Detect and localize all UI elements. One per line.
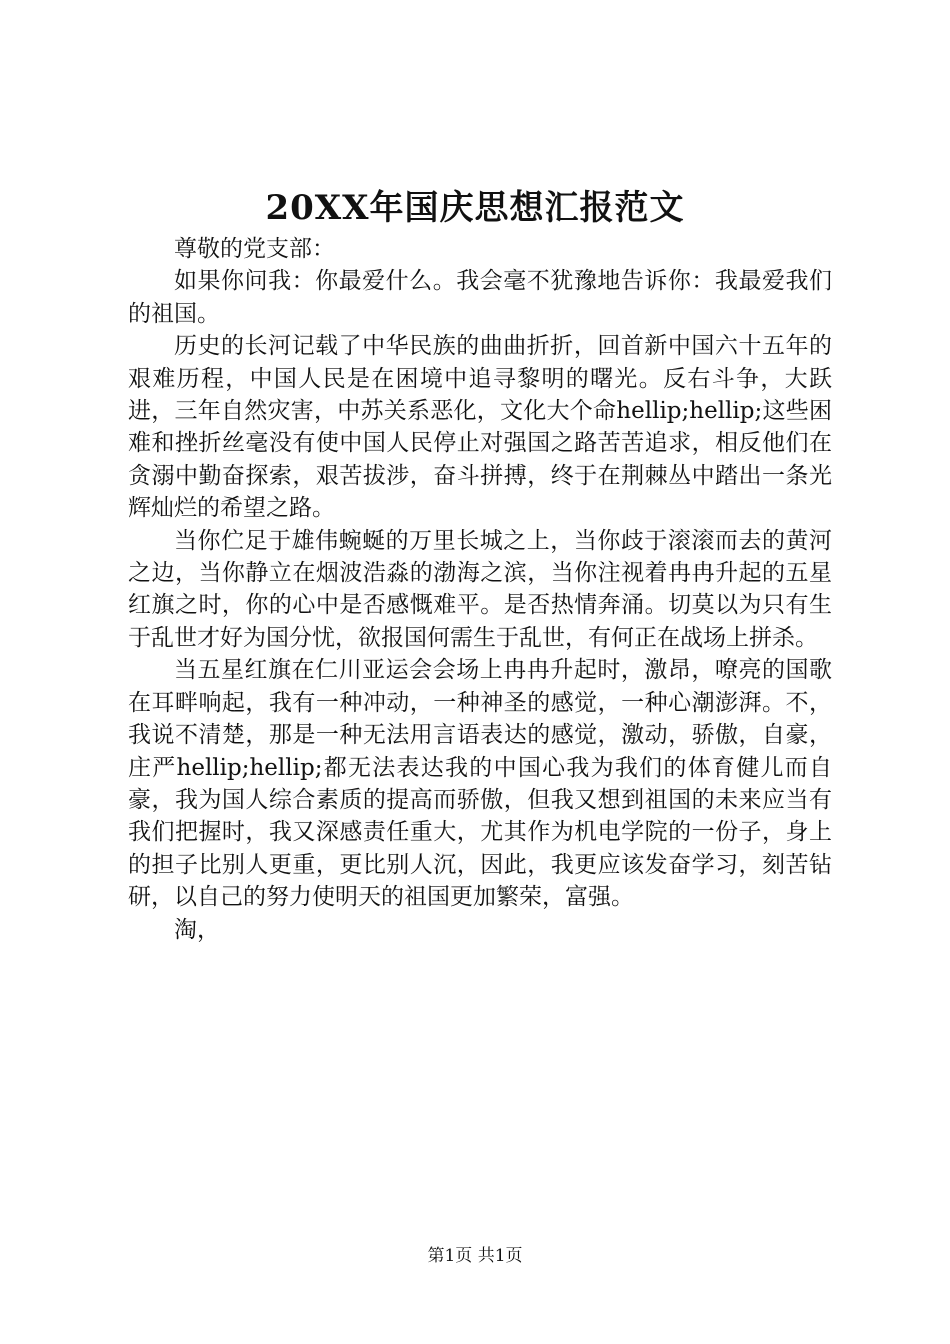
paragraph-4: 当五星红旗在仁川亚运会会场上冉冉升起时，激昂，嘹亮的国歌在耳畔响起，我有一种冲动，一种神圣的感觉，一种心潮澎湃。不，我说不清楚，那是一种无法用言语表达的感觉，激动，骄傲，自豪，庄严hellip;hellip;都无法表达我的中国心我为我们的体育健儿而自豪，我为国人综合素质的提高而骄傲，但我又想到祖国的未来应当有我们把握时，我又深感责任重大，尤其作为机电学院的一份子，身上的担子比别人更重，更比别人沉，因此，我更应该发奋学习，刻苦钻研，以自己的努力使明天的祖国更加繁荣，富强。 xyxy=(128,657,832,911)
paragraph-2: 历史的长河记载了中华民族的曲曲折折，回首新中国六十五年的艰难历程，中国人民是在困境中追寻黎明的曙光。反右斗争，大跃进，三年自然灾害，中苏关系恶化，文化大个命hellip;hellip;这些困难和挫折丝毫没有使中国人民停止对强国之路苦苦追求，相反他们在贪溺中勤奋探索，艰苦拔涉，奋斗拼搏，终于在荆棘丛中踏出一条光辉灿烂的希望之路。 xyxy=(128,333,832,522)
paragraph-3: 当你伫足于雄伟蜿蜒的万里长城之上，当你歧于滚滚而去的黄河之边，当你静立在烟波浩淼的渤海之滨，当你注视着冉冉升起的五星红旗之时，你的心中是否感慨难平。是否热情奔涌。切莫以为只有生于乱世才好为国分忧，欲报国何需生于乱世，有何正在战场上拼杀。 xyxy=(128,527,832,651)
salutation: 尊敬的党支部： xyxy=(174,236,335,262)
page-footer: 第1页 共1页 xyxy=(427,1246,523,1266)
document-title: 20XX年国庆思想汇报范文 xyxy=(265,188,685,228)
document-body xyxy=(128,233,832,946)
paragraph-1: 如果你问我：你最爱什么。我会毫不犹豫地告诉你：我最爱我们的祖国。 xyxy=(128,268,832,327)
paragraph-5: 淘， xyxy=(174,916,220,943)
